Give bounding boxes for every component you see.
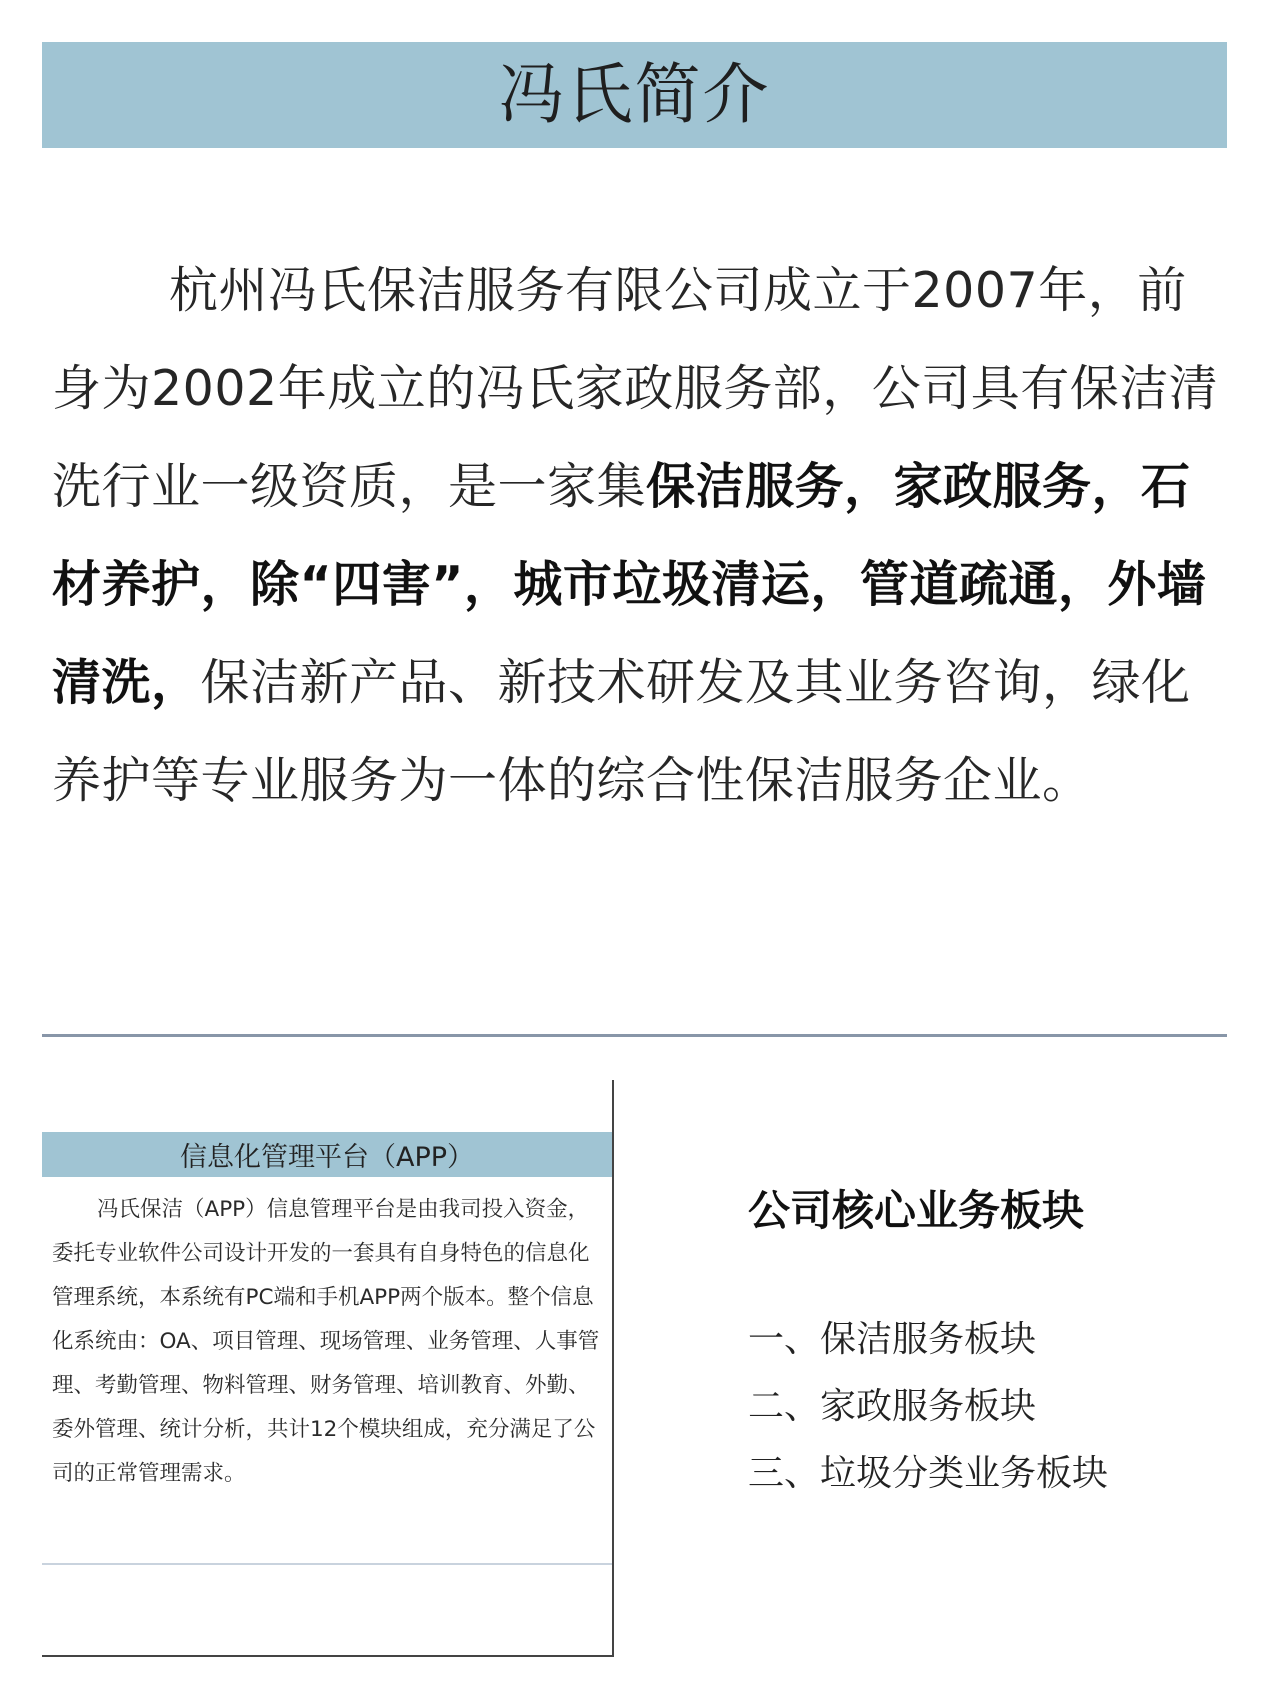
intro-paragraph [52, 242, 1232, 830]
core-business-item: 二、家政服务板块 [748, 1386, 1037, 1427]
intro-services-bold: 保洁服务，家政服务，石材养护，除“四害”，城市垃圾清运，管道疏通，外墙清洗， [52, 458, 1207, 711]
title-banner [42, 42, 1227, 148]
core-business-item: 三、垃圾分类业务板块 [748, 1453, 1109, 1494]
intro-text-2: 保洁新产品、新技术研发及其业务咨询，绿化养护等专业服务为一体的综合性保洁服务企业。 [52, 654, 1191, 809]
app-platform-card [42, 1080, 614, 1657]
page-title: 冯氏简介 [498, 56, 771, 133]
app-platform-description: 冯氏保洁（APP）信息管理平台是由我司投入资金，委托专业软件公司设计开发的一套具有自身特色的信息化管理系统，本系统有PC端和手机APP两个版本。整个信息化系统由：OA、项目管理、现场管理、业务管理、人事管理、考勤管理、物料管理、财务管理、培训教育、外勤、委外管理、统计分析，共计12个模块组成，充分满足了公司的正常管理需求。 [52, 1197, 600, 1486]
app-platform-rule [42, 1563, 612, 1565]
core-business-list [748, 1306, 1108, 1507]
app-platform-title: 信息化管理平台（APP） [179, 1142, 475, 1173]
core-business-item: 一、保洁服务板块 [748, 1319, 1037, 1360]
section-divider [42, 1034, 1227, 1037]
app-platform-header [42, 1132, 612, 1177]
intro-text-1: 杭州冯氏保洁服务有限公司成立于2007年，前身为2002年成立的冯氏家政服务部，公司具有保洁清洗行业一级资质，是一家集 [52, 262, 1219, 515]
core-business-title: 公司核心业务板块 [748, 1186, 1085, 1235]
